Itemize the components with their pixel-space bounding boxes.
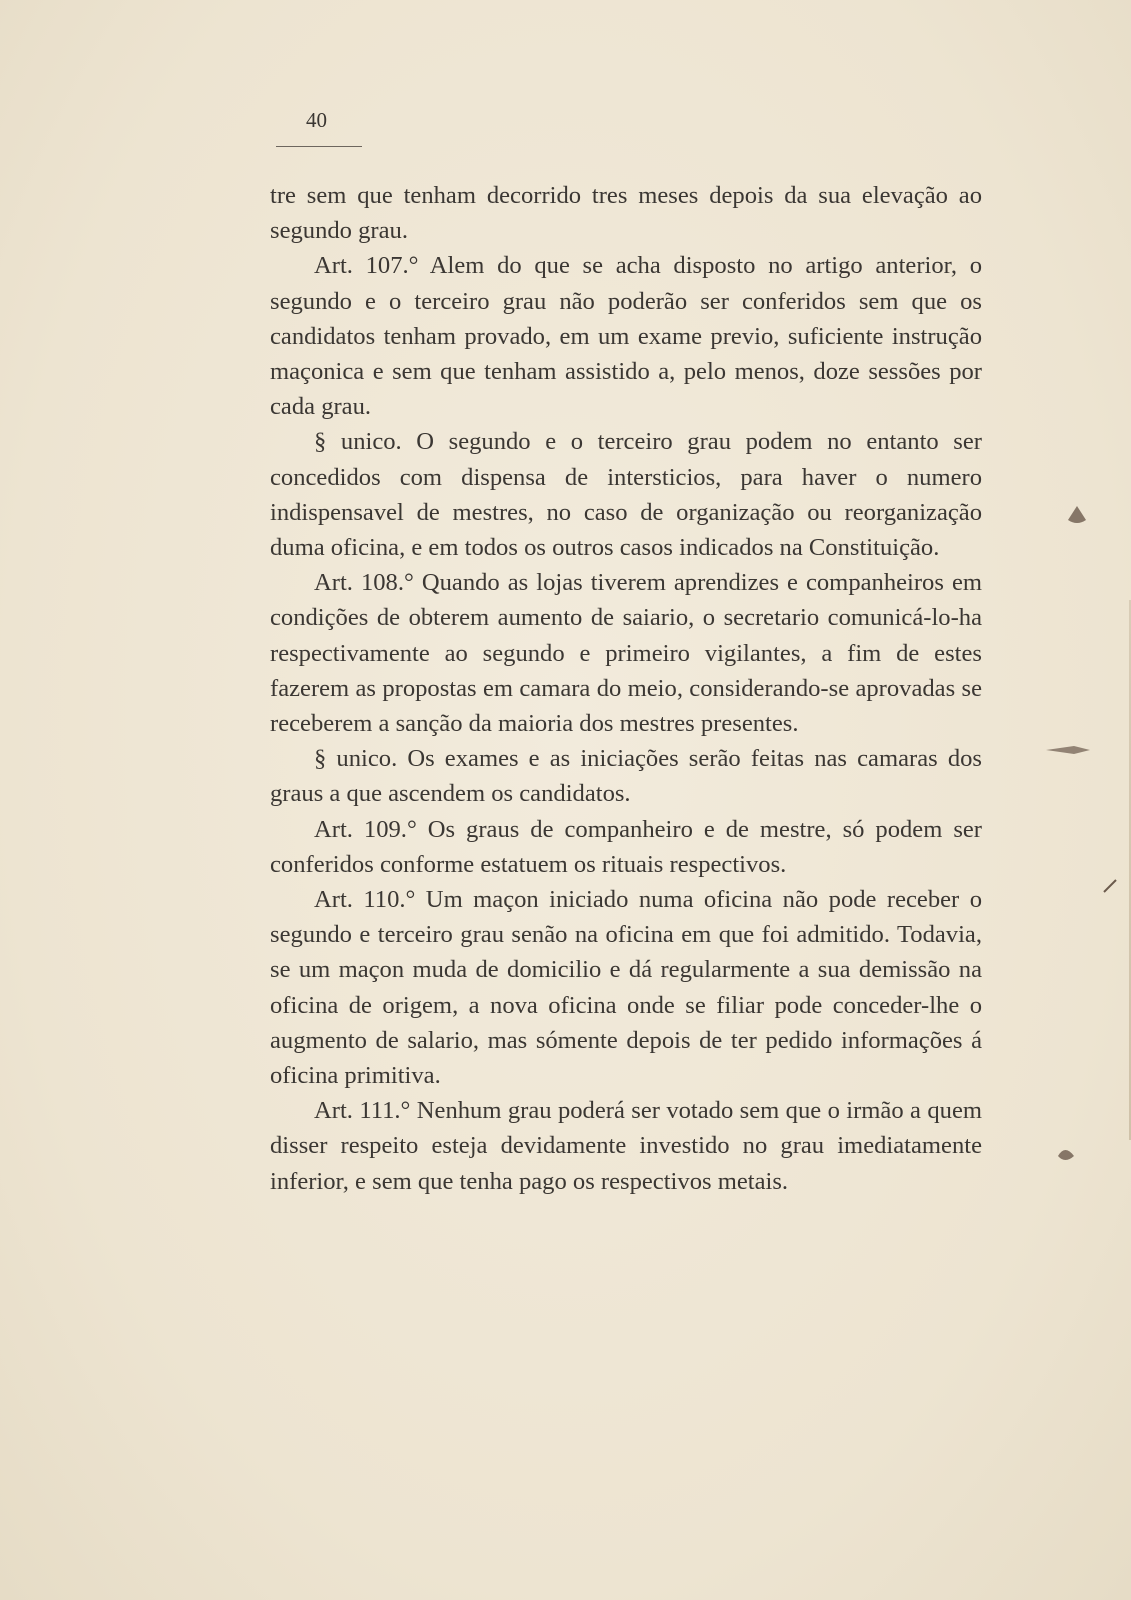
margin-stain-mark [1044, 738, 1094, 758]
paragraph-art-111: Art. 111.° Nenhum grau poderá ser votado sem que o irmão a quem disser respeito esteja devidamente investido no grau imediatamente inferior, e sem que tenha pago os respectivos metais. [270, 1097, 982, 1195]
margin-stain-mark [1100, 876, 1120, 896]
paragraph-art-108: Art. 108.° Quando as lojas tiverem aprendizes e companheiros em condições de obterem aumento de saiario, o secretario comunicá-lo-ha respectivamente ao segundo e primeiro vigilantes, a fim de estes fazerem as propostas em camara do meio, considerando-se aprovadas se receberem a sanção da maioria dos mestres presentes. [270, 569, 982, 738]
paragraph-art-110: Art. 110.° Um maçon iniciado numa oficina não pode receber o segundo e terceiro grau senão na oficina em que foi admitido. Todavia, se um maçon muda de domicilio e dá regularmente a sua demissão na oficina de origem, a nova oficina onde se filiar pode conceder-lhe o augmento de salario, mas sómente depois de ter pedido informações á oficina primitiva. [270, 886, 982, 1090]
paragraph-continuation: tre sem que tenham decorrido tres meses depois da sua elevação ao segundo grau. [270, 182, 982, 245]
paragraph-unico-1: § unico. O segundo e o terceiro grau podem no entanto ser concedidos com dispensa de intersticios, para haver o numero indispensavel de mestres, no caso de organização ou reorganização duma oficina, e em todos os outros casos indicados na Constituição. [270, 428, 982, 562]
paragraph-art-107: Art. 107.° Alem do que se acha disposto no artigo anterior, o segundo e o terceiro grau não poderão ser conferidos sem que os candidatos tenham provado, em um exame previo, suficiente instrução maçonica e sem que tenham assistido a, pelo menos, doze sessões por cada grau. [270, 252, 982, 421]
margin-stain-mark [1062, 500, 1092, 530]
page-number: 40 [306, 108, 327, 132]
margin-stain-mark [1050, 1132, 1080, 1166]
paragraph-unico-2: § unico. Os exames e as iniciações serão feitas nas camaras dos graus a que ascendem os candidatos. [270, 745, 982, 808]
header-rule [276, 146, 362, 147]
body-text [270, 178, 982, 1199]
paragraph-art-109: Art. 109.° Os graus de companheiro e de mestre, só podem ser conferidos conforme estatuem os rituais respectivos. [270, 815, 982, 878]
